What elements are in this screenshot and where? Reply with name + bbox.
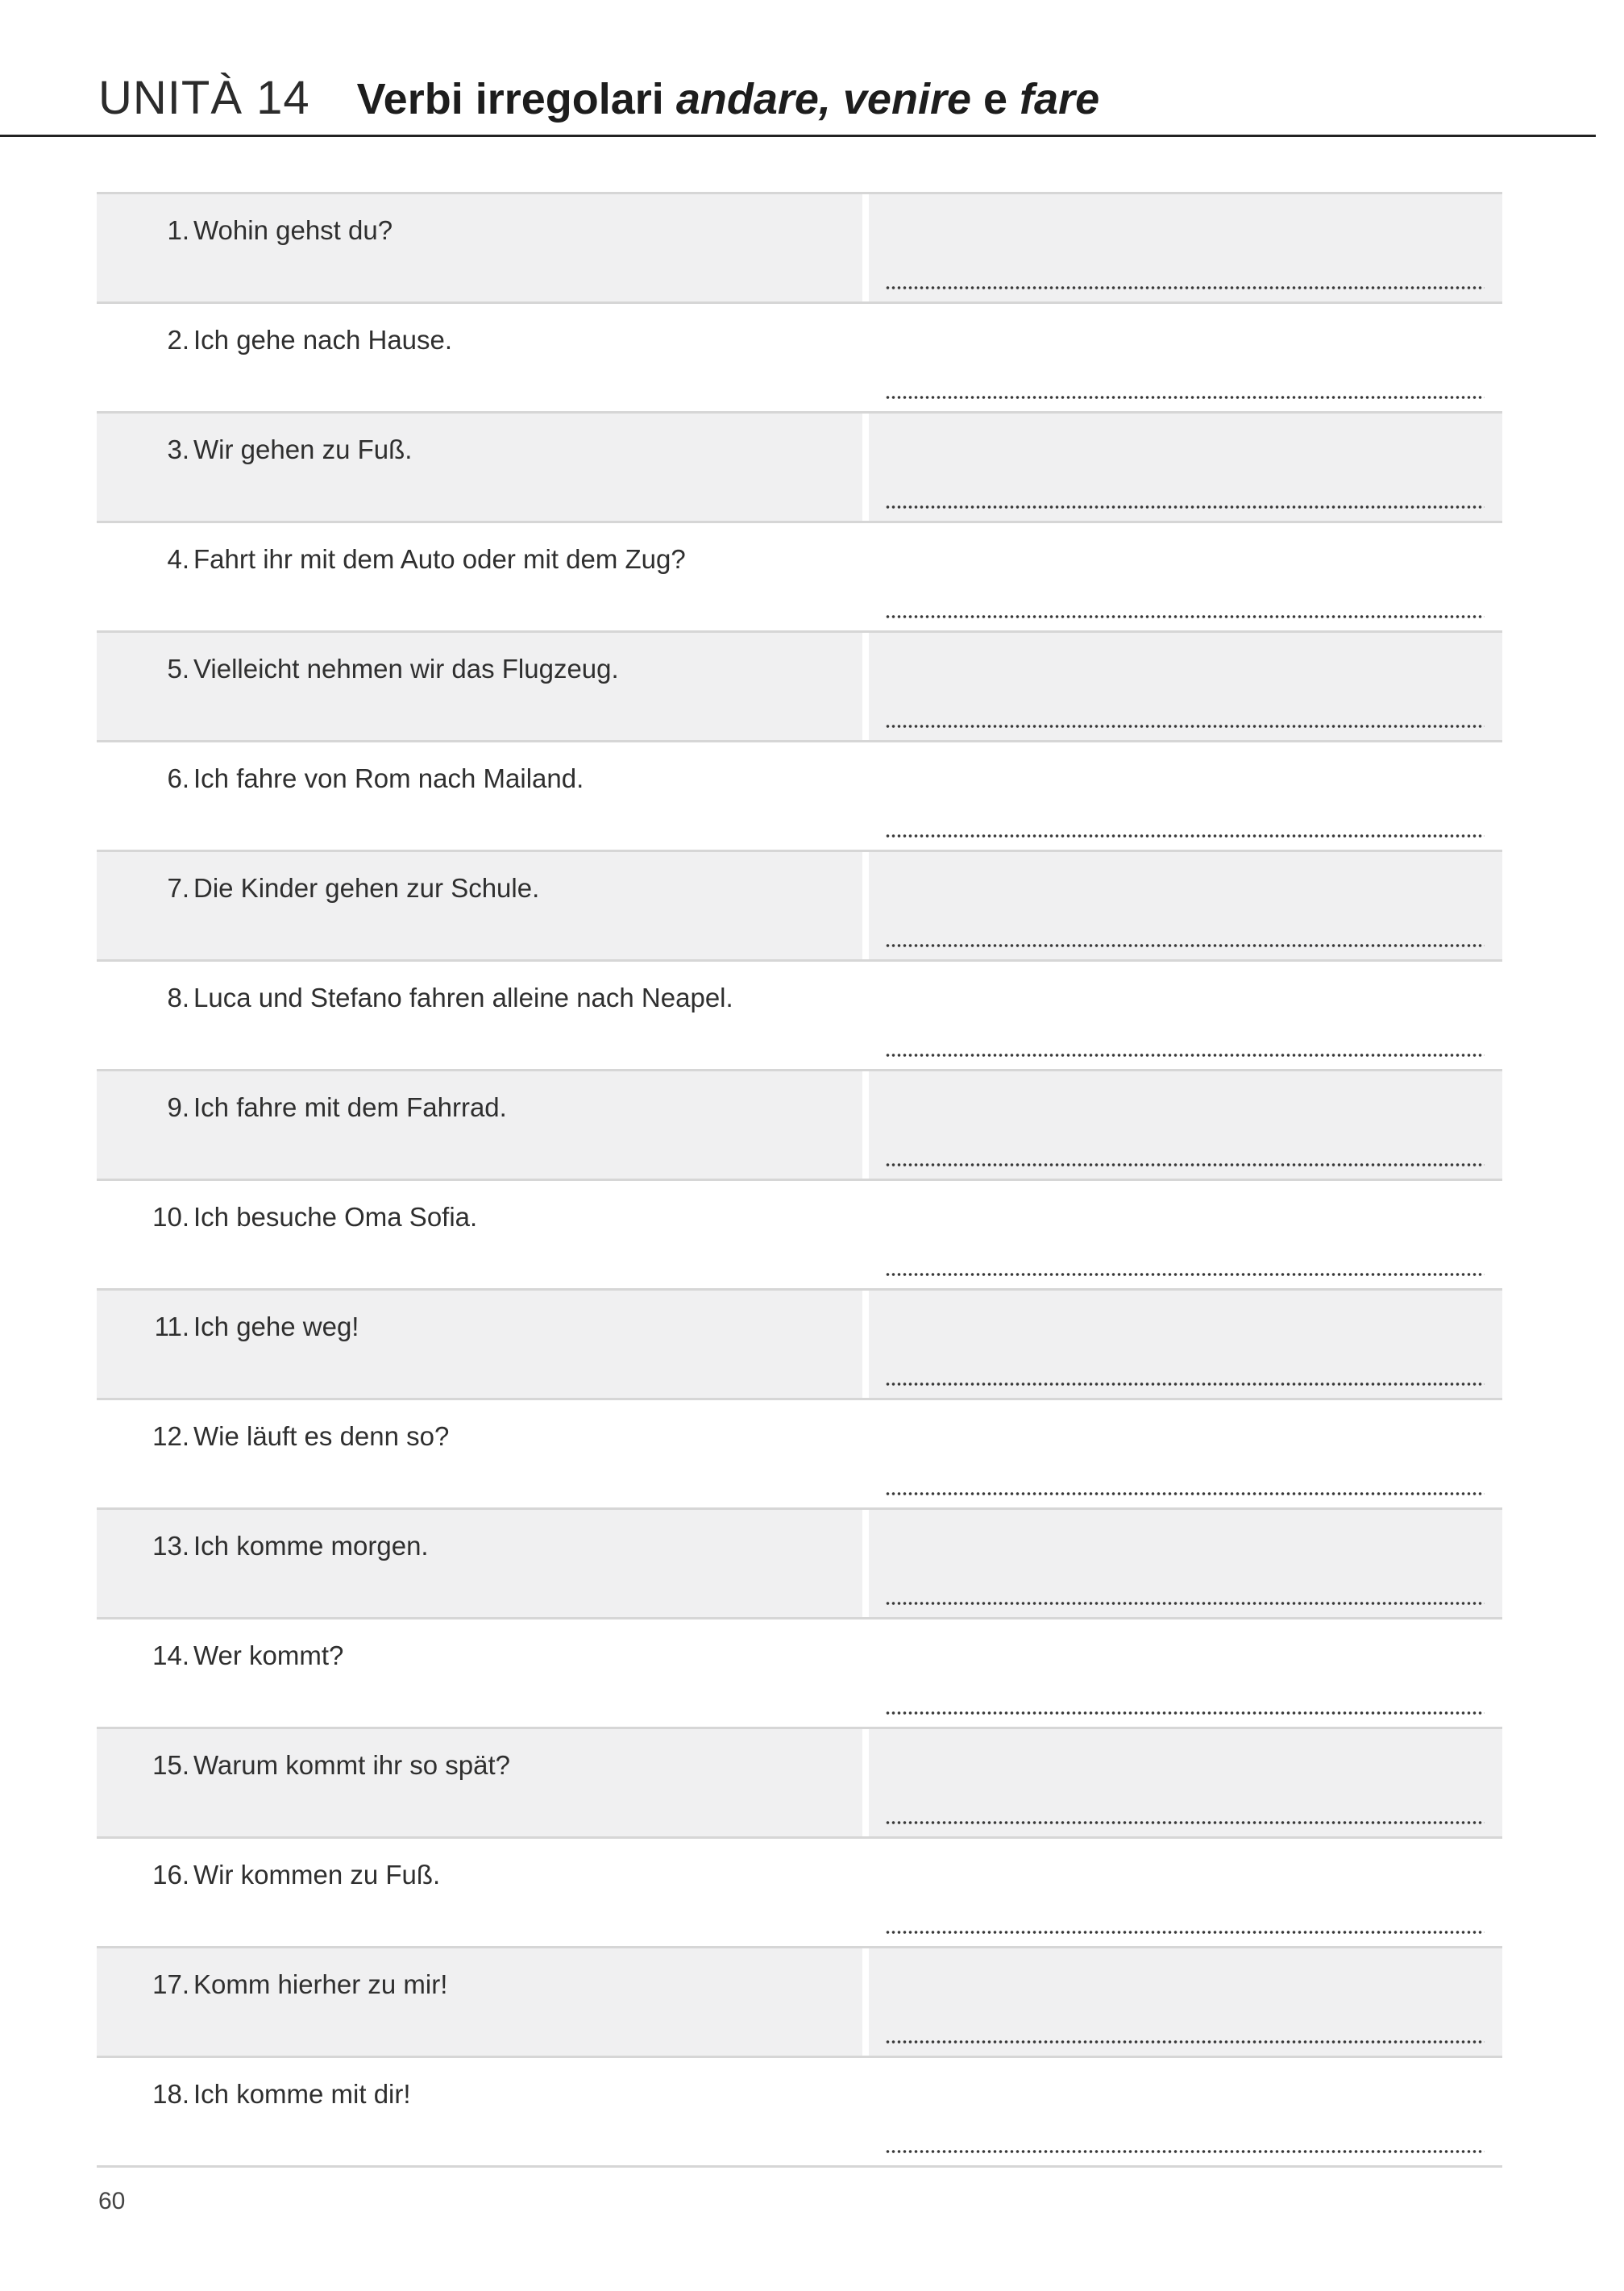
german-sentence: Fahrt ihr mit dem Auto oder mit dem Zug? [193, 544, 686, 574]
german-sentence: Wie läuft es denn so? [193, 1421, 450, 1451]
prompt-cell [97, 633, 862, 740]
row-number: 4. [167, 544, 189, 574]
row-number: 11. [154, 1312, 189, 1341]
page-header [98, 71, 1099, 135]
dotted-answer-line [885, 1491, 1485, 1496]
german-sentence: Warum kommt ihr so spät? [193, 1750, 511, 1780]
prompt-cell [97, 1510, 862, 1617]
title-italic-fare: fare [1020, 75, 1100, 123]
german-sentence: Ich besuche Oma Sofia. [193, 1202, 478, 1232]
row-number: 18. [152, 2079, 189, 2109]
german-sentence: Ich gehe weg! [193, 1312, 359, 1341]
dotted-answer-line [885, 1820, 1485, 1825]
row-number: 5. [167, 654, 189, 684]
row-number: 6. [167, 763, 189, 793]
answer-cell[interactable] [869, 852, 1502, 959]
exercise-row [97, 1839, 1502, 1948]
answer-cell[interactable] [869, 1839, 1502, 1946]
german-sentence: Ich komme mit dir! [193, 2079, 411, 2109]
prompt-cell [97, 1729, 862, 1836]
prompt-cell [97, 1071, 862, 1179]
exercise-row [97, 304, 1502, 414]
german-sentence: Ich fahre mit dem Fahrrad. [193, 1092, 507, 1122]
answer-cell[interactable] [869, 962, 1502, 1069]
german-sentence: Ich fahre von Rom nach Mailand. [193, 763, 584, 793]
dotted-answer-line [885, 1382, 1485, 1387]
answer-cell[interactable] [869, 1729, 1502, 1836]
exercise-row [97, 1948, 1502, 2058]
dotted-answer-line [885, 614, 1485, 619]
exercise-row [97, 1729, 1502, 1839]
exercise-row [97, 962, 1502, 1071]
row-number: 14. [152, 1640, 189, 1670]
german-sentence: Ich gehe nach Hause. [193, 325, 453, 355]
dotted-answer-line [885, 943, 1485, 948]
german-sentence: Wir gehen zu Fuß. [193, 434, 413, 464]
row-number: 17. [152, 1969, 189, 1999]
answer-cell[interactable] [869, 1071, 1502, 1179]
exercise-table [97, 192, 1502, 2168]
german-sentence: Wohin gehst du? [193, 215, 393, 245]
header-rule [0, 135, 1596, 137]
answer-cell[interactable] [869, 1400, 1502, 1507]
answer-cell[interactable] [869, 1181, 1502, 1288]
exercise-row [97, 742, 1502, 852]
exercise-row [97, 1071, 1502, 1181]
exercise-row [97, 194, 1502, 304]
exercise-row [97, 852, 1502, 962]
prompt-cell [97, 414, 862, 521]
dotted-answer-line [885, 2149, 1485, 2154]
prompt-cell [97, 523, 862, 630]
dotted-answer-line [885, 1601, 1485, 1606]
row-number: 8. [167, 983, 189, 1012]
answer-cell[interactable] [869, 2058, 1502, 2165]
prompt-cell [97, 1400, 862, 1507]
exercise-row [97, 1510, 1502, 1620]
exercise-row [97, 633, 1502, 742]
dotted-answer-line [885, 505, 1485, 509]
exercise-row [97, 1400, 1502, 1510]
prompt-cell [97, 194, 862, 301]
dotted-answer-line [885, 285, 1485, 290]
row-number: 9. [167, 1092, 189, 1122]
exercise-row [97, 1620, 1502, 1729]
title-regular: Verbi irregolari [356, 75, 676, 123]
row-number: 3. [167, 434, 189, 464]
answer-cell[interactable] [869, 194, 1502, 301]
row-number: 16. [152, 1860, 189, 1890]
exercise-row [97, 414, 1502, 523]
dotted-answer-line [885, 1053, 1485, 1058]
answer-cell[interactable] [869, 633, 1502, 740]
german-sentence: Vielleicht nehmen wir das Flugzeug. [193, 654, 619, 684]
answer-cell[interactable] [869, 523, 1502, 630]
prompt-cell [97, 1620, 862, 1727]
german-sentence: Komm hierher zu mir! [193, 1969, 448, 1999]
answer-cell[interactable] [869, 1291, 1502, 1398]
row-number: 13. [152, 1531, 189, 1561]
row-number: 1. [167, 215, 189, 245]
prompt-cell [97, 1948, 862, 2056]
prompt-cell [97, 1181, 862, 1288]
german-sentence: Ich komme morgen. [193, 1531, 429, 1561]
page-number: 60 [98, 2188, 126, 2214]
german-sentence: Luca und Stefano fahren alleine nach Neapel. [193, 983, 733, 1012]
title-italic-verbs: andare, venire [675, 75, 971, 123]
german-sentence: Wer kommt? [193, 1640, 344, 1670]
prompt-cell [97, 962, 862, 1069]
prompt-cell [97, 304, 862, 411]
exercise-row [97, 1291, 1502, 1400]
prompt-cell [97, 2058, 862, 2165]
title-joiner: e [971, 75, 1020, 123]
row-number: 7. [167, 873, 189, 903]
unit-label: UNITÀ 14 [98, 72, 310, 124]
prompt-cell [97, 742, 862, 850]
row-number: 2. [167, 325, 189, 355]
dotted-answer-line [885, 1930, 1485, 1935]
dotted-answer-line [885, 395, 1485, 400]
prompt-cell [97, 1839, 862, 1946]
row-number: 15. [152, 1750, 189, 1780]
dotted-answer-line [885, 1711, 1485, 1715]
german-sentence: Die Kinder gehen zur Schule. [193, 873, 540, 903]
dotted-answer-line [885, 1272, 1485, 1277]
answer-cell[interactable] [869, 1510, 1502, 1617]
prompt-cell [97, 1291, 862, 1398]
page-title [357, 74, 1099, 124]
answer-cell[interactable] [869, 1620, 1502, 1727]
dotted-answer-line [885, 834, 1485, 838]
row-number: 12. [152, 1421, 189, 1451]
german-sentence: Wir kommen zu Fuß. [193, 1860, 441, 1890]
dotted-answer-line [885, 724, 1485, 729]
exercise-row [97, 523, 1502, 633]
exercise-row [97, 2058, 1502, 2168]
dotted-answer-line [885, 2039, 1485, 2044]
dotted-answer-line [885, 1162, 1485, 1167]
answer-cell[interactable] [869, 414, 1502, 521]
answer-cell[interactable] [869, 304, 1502, 411]
answer-cell[interactable] [869, 1948, 1502, 2056]
row-number: 10. [152, 1202, 189, 1232]
prompt-cell [97, 852, 862, 959]
exercise-row [97, 1181, 1502, 1291]
answer-cell[interactable] [869, 742, 1502, 850]
